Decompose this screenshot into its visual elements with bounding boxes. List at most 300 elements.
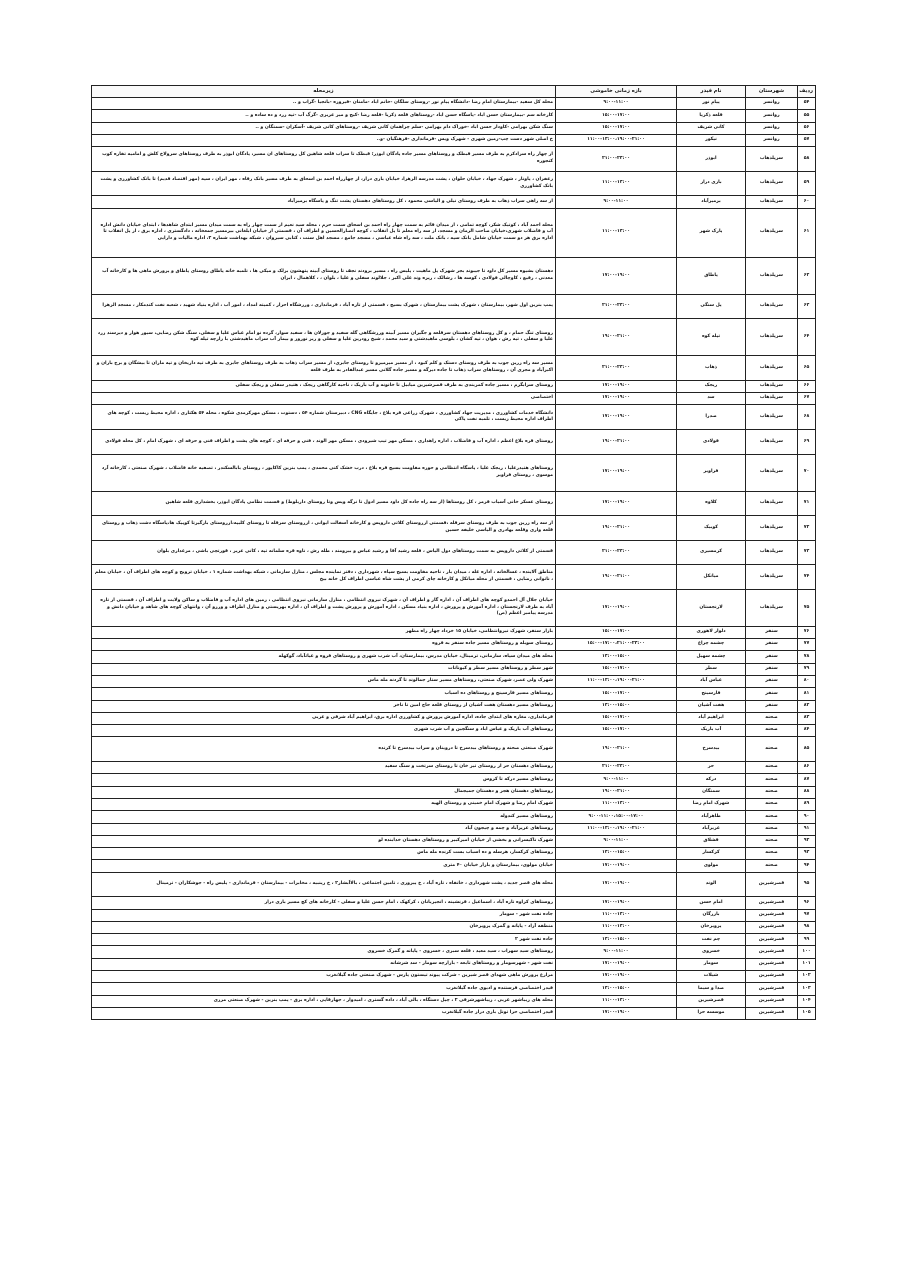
cell-feeder: ابراهیم آباد	[677, 712, 746, 724]
cell-city: سرپلذهاب	[746, 516, 798, 541]
cell-city: صحنه	[746, 823, 798, 835]
cell-subarea: مسیر سه راه زرین جوب به طرف روستای دستک و کلم کبود ، از مسیر میرمیرو تا روستای جابری، از مسیر سراب ذهاب به طرف روستاهای جابری به طرف تپه داریخان و تپه ماران تا بیشگان و برج باران و اکبرآباد و مجری آن ، روستاهای سراب ذهاب تا جاده دیرگه و مسیر جاده گلانی مسیر عبدالقادر به طرف قلعه	[92, 356, 556, 381]
cell-row-number: ۸۹	[798, 798, 816, 810]
cell-time-range: ۱۹:۰۰-۲۱:۰۰	[556, 737, 677, 762]
cell-city: صحنه	[746, 725, 798, 737]
cell-feeder: سد	[677, 393, 746, 405]
cell-feeder: پاطاق	[677, 257, 746, 294]
cell-row-number: ۶۶	[798, 380, 816, 392]
cell-subarea: محله های میدان سپاه، سازمانی، ترمینال، خیابان مدرس، بیمارستان، آب شرب شهری و روستاهای فروه و غیاثآباد، گوکهله	[92, 651, 556, 663]
cell-time-range: ۱۵:۰۰-۱۷:۰۰،۲۱:۰۰-۲۳:۰۰	[556, 639, 677, 651]
cell-time-range: ۱۱:۰۰-۱۳:۰۰	[556, 798, 677, 810]
table-row	[92, 860, 816, 872]
cell-feeder: بزمیرآباد	[677, 196, 746, 208]
cell-row-number: ۹۵	[798, 872, 816, 897]
cell-row-number: ۵۸	[798, 147, 816, 172]
cell-subarea: روستاهای مسیر فارسینج و روستاهای ده اسباب	[92, 688, 556, 700]
cell-city: قصرشیرین	[746, 958, 798, 970]
cell-time-range: ۲۱:۰۰-۲۳:۰۰	[556, 356, 677, 381]
cell-time-range: ۱۱:۰۰-۱۳:۰۰	[556, 995, 677, 1007]
cell-row-number: ۵۶	[798, 122, 816, 134]
cell-city: قصرشیرین	[746, 897, 798, 909]
cell-subarea: فرمانداری، مغازه های ابتدای جاده، اداره آموزش پرورش و کشاورزی اداره برق، ابراهیم آباد شرقی و غربی	[92, 712, 556, 724]
table-row	[92, 946, 816, 958]
cell-subarea: دانشگاه خدمات کشاورزی ، مدیریت جهاد کشاورزی ، شهرک زراعی قره بلاغ ، جایگاه CNG ، دبیرستان شماره ۵۴ ، دستوت ، مسکن مهرکرمدی شکوه ، محله ۵۴ هکتاری ، اداره محیط زیست ، کوچه های اطراف اداره محیط زیست ، تلمبه نفت پاکی	[92, 405, 556, 430]
cell-row-number: ۱۰۱	[798, 958, 816, 970]
header-city: شهرستان	[746, 86, 798, 98]
cell-city: سنقر	[746, 700, 798, 712]
cell-feeder: پرویزخان	[677, 921, 746, 933]
header-feeder: نام فیدر	[677, 86, 746, 98]
cell-subarea: محله های زیباشهر غربی ، زیباشهرشرقی ۲ ، چیل دستگاه ، بالی آباد ، داده گستری ، امیدوار ، جهارقاپی ، اداره برق - پمپ بنزین - شهرک صنعتی مرزی	[92, 995, 556, 1007]
cell-city: سرپلذهاب	[746, 196, 798, 208]
cell-time-range: ۱۵:۰۰-۱۷:۰۰	[556, 663, 677, 675]
header-subarea: زیرمحله	[92, 86, 556, 98]
cell-time-range: ۲۱:۰۰-۲۳:۰۰	[556, 147, 677, 172]
cell-city: سرپلذهاب	[746, 589, 798, 626]
cell-city: قصرشیرین	[746, 921, 798, 933]
table-row	[92, 516, 816, 541]
table-row	[92, 639, 816, 651]
cell-subarea: منطقه آزاد - پایانه و گمرک پرویزخان	[92, 921, 556, 933]
cell-feeder: پل سنگی	[677, 294, 746, 319]
cell-city: قصرشیرین	[746, 909, 798, 921]
cell-row-number: ۷۲	[798, 516, 816, 541]
cell-city: روانسر	[746, 122, 798, 134]
cell-feeder: طاهرآباد	[677, 811, 746, 823]
cell-city: صحنه	[746, 860, 798, 872]
cell-subarea: خیابان جلال آل احمدو کوچه های اطراف آن ، اداره گاز و اطراف آن ، شهرک نیروی انتظامی ، منازل سازمانی نیروی انتظامی ، زمین های اداره آب و فاضلاب و ساکن ولایت و اطراف آن ، قسمتی از تازه آباد به طرف لارنجستان ، اداره آموزش و پرورش ، اداره بنیاد مسکن ، اداره آموزش و پرورش پشت و اطراف آن ، اداره بهزیستی و منازل اطراف و ورزو آن ، وانتهای کوچه های شاهد و خیابان دانش و مدرسه پیامبر اعظم (ص)	[92, 589, 556, 626]
cell-city: قصرشیرین	[746, 872, 798, 897]
cell-subarea: جاده نفت شهر - سومار	[92, 909, 556, 921]
cell-time-range: ۹:۰۰-۱۱:۰۰	[556, 98, 677, 110]
cell-subarea: روستای سرابگرم ، مسیر جاده کمربندی به طرف قصرشیرین میابیل تا خانونه و آب باریک ، ناحیه کارگاهی ریجک ، هتیدر سفلی و ریجک سفلی	[92, 380, 556, 392]
cell-time-range: ۱۷:۰۰-۱۹:۰۰	[556, 454, 677, 491]
cell-feeder: مولوی	[677, 860, 746, 872]
cell-row-number: ۶۰	[798, 196, 816, 208]
table-row	[92, 98, 816, 110]
cell-time-range: ۱۷:۰۰-۱۹:۰۰	[556, 860, 677, 872]
cell-feeder: کرکسار	[677, 848, 746, 860]
table-row	[92, 762, 816, 774]
cell-row-number: ۱۰۴	[798, 995, 816, 1007]
table-row	[92, 958, 816, 970]
table-header-row	[92, 86, 816, 98]
cell-time-range: ۱۹:۰۰-۲۱:۰۰	[556, 430, 677, 455]
cell-time-range: ۱۵:۰۰-۱۷:۰۰	[556, 688, 677, 700]
table-row	[92, 380, 816, 392]
cell-feeder: سطر	[677, 663, 746, 675]
table-row	[92, 110, 816, 122]
cell-subarea: شهر سطر و روستاهای مسیر سطر و کیوناتات	[92, 663, 556, 675]
cell-time-range: ۱۱:۰۰-۱۳:۰۰	[556, 208, 677, 257]
cell-feeder: درکه	[677, 774, 746, 786]
cell-subarea: روستاهای کراوه تازه آباد ، اسماعیل ، قرنشینه ، انجیربانان ، کرکهک ، امام حسن علیا و سفلی - کارخانه های کچ مسیر بازی دراز	[92, 897, 556, 909]
cell-row-number: ۷۱	[798, 491, 816, 516]
cell-feeder: قشلاق	[677, 835, 746, 847]
table-row	[92, 823, 816, 835]
table-row	[92, 122, 816, 134]
cell-row-number: ۵۷	[798, 134, 816, 146]
cell-feeder: کوبیک	[677, 516, 746, 541]
cell-subarea: نفت شهر - شهرسومار و روستاهای تابعه - بازارچه سومار - سد شرشانه	[92, 958, 556, 970]
cell-city: سرپلذهاب	[746, 454, 798, 491]
table-row	[92, 688, 816, 700]
cell-row-number: ۹۰	[798, 811, 816, 823]
table-row	[92, 405, 816, 430]
cell-time-range: ۱۹:۰۰-۲۱:۰۰	[556, 786, 677, 798]
table-row	[92, 319, 816, 356]
outage-schedule-sheet	[91, 85, 815, 1020]
cell-row-number: ۷۳	[798, 540, 816, 565]
cell-city: سرپلذهاب	[746, 393, 798, 405]
cell-time-range: ۱۷:۰۰-۱۹:۰۰	[556, 1007, 677, 1019]
cell-time-range: ۱۷:۰۰-۱۹:۰۰	[556, 897, 677, 909]
cell-subarea: سنگ شکن بهرامی -کاودار حسن اباد -خوراک دام بهرامی -سلم چراهمان کانی شریف -روستاهای کانی شریف -آسکران -سمنگان و ..	[92, 122, 556, 134]
cell-feeder: بازرگان	[677, 909, 746, 921]
table-row	[92, 835, 816, 847]
cell-subarea: مناطق آلاینده ، عسالخانه ، اداره غله ، میدان بار ، ناحیه مقاومت بسیج سپاه ، شهرداری ، دفتر نماینده مجلس ، منازل سازمانی ، شبکه بهداشت شماره ۱ ، خیابان ترویج و کوچه های اطراف آن ، خیابان معلم ، ناتوانی رضایی ، قسمتی از محله میانکل و کارخانه چای کرمی از پشت شاه عباسی اطراف کل خانه بیخ	[92, 565, 556, 590]
table-row	[92, 675, 816, 687]
cell-feeder: نیکور	[677, 134, 746, 146]
table-row	[92, 196, 816, 208]
table-row	[92, 626, 816, 638]
header-row-number: ردیف	[798, 86, 816, 98]
cell-city: صحنه	[746, 798, 798, 810]
cell-row-number: ۸۰	[798, 675, 816, 687]
cell-row-number: ۸۸	[798, 786, 816, 798]
cell-city: صحنه	[746, 774, 798, 786]
cell-row-number: ۱۰۵	[798, 1007, 816, 1019]
table-row	[92, 786, 816, 798]
cell-time-range: ۱۱:۰۰-۱۳:۰۰،۱۹:۰۰-۲۱:۰۰	[556, 134, 677, 146]
cell-city: سرپلذهاب	[746, 430, 798, 455]
cell-row-number: ۶۴	[798, 319, 816, 356]
cell-feeder: هفت آشیان	[677, 700, 746, 712]
cell-city: سرپلذهاب	[746, 565, 798, 590]
cell-row-number: ۸۴	[798, 725, 816, 737]
cell-subarea: از چهار راه سرادکرم به طرف مسیر قبطک و روستاهای مسیر جاده پادگان ابوذر؛ قبطک تا سراب قلعه شاهین کل روستاهای ان مسیر، پادگان ابوذر به طرف روستاهای سرولاخ کلش و امامیه تقاره کوب کنجوره	[92, 147, 556, 172]
cell-time-range: ۱۱:۰۰-۱۳:۰۰	[556, 909, 677, 921]
cell-row-number: ۹۷	[798, 909, 816, 921]
cell-city: سرپلذهاب	[746, 405, 798, 430]
cell-feeder: تپله کوه	[677, 319, 746, 356]
cell-row-number: ۹۳	[798, 848, 816, 860]
header-time-range: بازه زمانی خاموشی	[556, 86, 677, 98]
cell-subarea: خیابان مولوی، بیمارستان و بازار خیابان ۴۰ متری	[92, 860, 556, 872]
table-row	[92, 454, 816, 491]
cell-subarea: روستاهای کرکسار، هرسله و ده اسباب بست کرنده مله ماس	[92, 848, 556, 860]
cell-subarea: روستای قره بلاغ اعظم ، اداره آب و فاضلاب ، اداره راهداری ، مسکن مهر تیپ شیرودی ، مسکن مهر الوند ، فنی و حرفه ای ، کوچه های پشت و اطراف فنی و حرفه ای ، شهرک امام ، کل محله فولادی	[92, 430, 556, 455]
cell-row-number: ۸۷	[798, 774, 816, 786]
table-row	[92, 897, 816, 909]
cell-city: سرپلذهاب	[746, 380, 798, 392]
cell-feeder: پیام نور	[677, 98, 746, 110]
cell-row-number: ۸۱	[798, 688, 816, 700]
cell-time-range: ۱۷:۰۰-۱۹:۰۰	[556, 257, 677, 294]
cell-time-range: ۹:۰۰-۱۱:۰۰	[556, 774, 677, 786]
cell-city: روانسر	[746, 98, 798, 110]
cell-city: سرپلذهاب	[746, 147, 798, 172]
cell-time-range: ۱۱:۰۰-۱۳:۰۰،۱۹:۰۰-۲۱:۰۰	[556, 823, 677, 835]
cell-subarea: روستاهای سید سهراب ، سید معید ، قلعه سبزی ، خسروی - پایانه و گمرک خسروی	[92, 946, 556, 958]
cell-time-range: ۱۵:۰۰-۱۷:۰۰	[556, 110, 677, 122]
cell-city: سنقر	[746, 626, 798, 638]
cell-time-range: ۱۵:۰۰-۱۷:۰۰	[556, 725, 677, 737]
cell-time-range: ۱۳:۰۰-۱۵:۰۰	[556, 934, 677, 946]
cell-feeder: فولادی	[677, 430, 746, 455]
cell-subarea: پمپ بنزین اول شهر، بیمارستان ، شهرک پشت بیمارستان ، شهرک بسیج ، قسمتی از تازه آباد ، فرمانداری ، ورزشگاه احرار ، کمیته امداد ، امور آب ، اداره بنیاد شهید ، شعبه نفت کندمکاز ، مسجد الزهرا	[92, 294, 556, 319]
cell-feeder: کلاوه	[677, 491, 746, 516]
cell-city: سنقر	[746, 688, 798, 700]
cell-feeder: شهرک امام رضا	[677, 798, 746, 810]
cell-subarea: کارخانه سم -بیمارستان حسن اباد -پاسگاه حسن اباد -روستاهای قلعه ذکریا -قلعه رضا -کیج و میر عزیزی -گرگ آب -تپه زرد و ده ساده و ..	[92, 110, 556, 122]
cell-subarea: اختصاصی	[92, 393, 556, 405]
table-row	[92, 356, 816, 381]
table-row	[92, 798, 816, 810]
cell-subarea: روستای عسکر خانی آسیاب قرمز ، کل روستاها (از سه راه جاده کل داود مسیر ادول تا نرگه ویس وتا روستای داربلوط) و قسمت نظامی پادگان ابوذر، بخشداری قلعه شاهین	[92, 491, 556, 516]
cell-time-range: ۱۵:۰۰-۱۷:۰۰	[556, 122, 677, 134]
cell-subarea: جاده نفت شهر ۲	[92, 934, 556, 946]
table-row	[92, 712, 816, 724]
cell-subarea: روستای سوبله و روستاهای مسیر جاده سنقر به فروه	[92, 639, 556, 651]
cell-row-number: ۹۱	[798, 823, 816, 835]
cell-time-range: ۱۷:۰۰-۱۹:۰۰	[556, 589, 677, 626]
cell-subarea: روستاهای مسیر کندوله	[92, 811, 556, 823]
cell-time-range: ۱۹:۰۰-۲۱:۰۰	[556, 319, 677, 356]
cell-row-number: ۱۰۰	[798, 946, 816, 958]
cell-time-range: ۲۱:۰۰-۲۳:۰۰	[556, 294, 677, 319]
cell-feeder: میانکل	[677, 565, 746, 590]
cell-subarea: از سه راه زرین جوب به طرف روستای سرقله ،قسمتی ازروستای کلاتی داروپس و کارخانه آسفالت ایوانی ، ازروستای سرقله تا روستای کلیپه،ازروستای بازگیرتا کوپیک ها،پاسگاه دشت ذهاب و روستای قلعه واری وقلعه بهادری و الیاسی خلیفه حسین	[92, 516, 556, 541]
cell-feeder: صدا و سیما	[677, 983, 746, 995]
cell-subarea: خ اصلی شهر دست چپ-زمین شهری - شهرک ویس -فرمانداری -فرهنگیان -و..	[92, 134, 556, 146]
table-row	[92, 257, 816, 294]
cell-row-number: ۸۵	[798, 737, 816, 762]
cell-subarea: شهرک صنعتی صحنه و روستاهای بیدسرخ تا دروینان و سراب بیدسرخ تا کرنده	[92, 737, 556, 762]
cell-subarea: از سه راهی سراب ذهاب به طرف روستای نیلی و الیاسی محمود ، کل روستاهای دهستان پشت تنگ و پاسگاه بزمیرآباد	[92, 196, 556, 208]
cell-row-number: ۹۶	[798, 897, 816, 909]
cell-city: روانسر	[746, 134, 798, 146]
table-row	[92, 848, 816, 860]
cell-feeder: صدرا	[677, 405, 746, 430]
cell-row-number: ۶۷	[798, 393, 816, 405]
cell-feeder: چشمه سهیل	[677, 651, 746, 663]
cell-subarea: مزارع پرورش ماهی شهدای قصر شیرین - شرکت پیوند تیستون پارس - شهرک صنعتی جاده گیلانغرب	[92, 971, 556, 983]
cell-time-range: ۱۵:۰۰-۱۷:۰۰	[556, 626, 677, 638]
cell-time-range: ۱۷:۰۰-۱۹:۰۰	[556, 971, 677, 983]
cell-subarea: شهرک ناکیسرانی و بخشی از خیابان امیرکبیر و روستاهای دهستان خدابنده لو	[92, 835, 556, 847]
cell-row-number: ۷۹	[798, 663, 816, 675]
table-row	[92, 921, 816, 933]
cell-feeder: عزیزآباد	[677, 823, 746, 835]
cell-city: قصرشیرین	[746, 995, 798, 1007]
cell-subarea: زعفران ، پاونار ، شهرک جهاد ، خیابان حلوان ، پشت مدرسه الزهرا، خیابان بازی دراز، از چهارراه احمد بن اسحاق به طرف مسیر بانک رفاه ، مهر ایران ، سپه (مهر اقتصاد قدیم) تا بانک کشاورزی و پشت بانک کشاورزی	[92, 171, 556, 196]
table-row	[92, 995, 816, 1007]
cell-time-range: ۲۱:۰۰-۲۳:۰۰	[556, 540, 677, 565]
cell-row-number: ۷۴	[798, 565, 816, 590]
cell-time-range: ۱۹:۰۰-۲۱:۰۰	[556, 565, 677, 590]
table-row	[92, 983, 816, 995]
cell-row-number: ۶۲	[798, 257, 816, 294]
table-row	[92, 171, 816, 196]
cell-time-range: ۱۷:۰۰-۱۹:۰۰	[556, 393, 677, 405]
cell-subarea: قسمتی از کلاتی داروپس به سمت روستاهای دول الیاس ، قلعه رشید آقا و رشید عباس و بیرومند ، طله رش ، ناوه قره سلمانه تپه ، کانی عزیز ، قورتچی باشی ، مرغداری بلوان	[92, 540, 556, 565]
cell-city: روانسر	[746, 110, 798, 122]
cell-feeder: لارنجستان	[677, 589, 746, 626]
cell-feeder: فراویز	[677, 454, 746, 491]
cell-feeder: کانی شریف	[677, 122, 746, 134]
cell-subarea: روستاهای دهستان هجر و دهستان جمیجمال	[92, 786, 556, 798]
cell-row-number: ۶۹	[798, 430, 816, 455]
table-row	[92, 774, 816, 786]
table-row	[92, 700, 816, 712]
table-row	[92, 134, 816, 146]
cell-time-range: ۹:۰۰-۱۱:۰۰،۱۵:۰۰-۱۷:۰۰	[556, 811, 677, 823]
table-row	[92, 208, 816, 257]
cell-feeder: آب باریک	[677, 725, 746, 737]
cell-city: سرپلذهاب	[746, 171, 798, 196]
cell-subarea: روستاهای هتیدرعلیا ، ریجک علیا ، پاسگاه انتظامی و حوزه مقاومت بسیج قره بلاغ ، درب خشک کنی محمدی ، پمپ بنزین کاکاپور ، روستای بابالسکندر ، تصفیه خانه فاضلاب ، شهرک صنعتی ، کارخانه آرد موسوی ، روستای فراویز	[92, 454, 556, 491]
cell-time-range: ۹:۰۰-۱۱:۰۰	[556, 835, 677, 847]
cell-subarea: شهرک امام رضا و شهرک امام خمینی و روستای الهیه	[92, 798, 556, 810]
cell-subarea: محله کل سفید -بیمارستان امام رضا -دانشگاه پیام نور -روستای سلگان -خانم اباد -مامنان -فیروزه -بانجیا -گراب و ..	[92, 98, 556, 110]
cell-feeder: فارسینج	[677, 688, 746, 700]
cell-feeder: امام حسن	[677, 897, 746, 909]
cell-feeder: ریجک	[677, 380, 746, 392]
cell-city: سرپلذهاب	[746, 491, 798, 516]
cell-subarea: دهستان بشیوه مسیر کل داود تا جیبوند بجز شهرک پل ماهیت ، پلیس راه ، مسیر بزودند نجف تا روستای آبینه پتهشون بزلک و میکی ها ، تلمبه خانه پاطاق روستای پاطاق و پرورش ماهی ها و کارخانه آب معدنی ، رفیع ، کاوچالی فولادی ، کوسه ها ، رشالک ، ریزه وند علی اکبر ، جلالوند سفلی و علیا ، بلوان ، ، کلاهمال ، ایران	[92, 257, 556, 294]
cell-row-number: ۶۸	[798, 405, 816, 430]
cell-subarea: روستاهای عزیزآباد و چمه و چیجون آباد	[92, 823, 556, 835]
cell-row-number: ۷۷	[798, 639, 816, 651]
cell-subarea: روستاهای دهستان حر از روستای تیر خان تا روستای سرتخت و سنگ سفید	[92, 762, 556, 774]
cell-city: صحنه	[746, 712, 798, 724]
cell-time-range: ۱۳:۰۰-۱۵:۰۰	[556, 700, 677, 712]
cell-city: قصرشیرین	[746, 1007, 798, 1019]
cell-city: سرپلذهاب	[746, 208, 798, 257]
cell-row-number: ۹۲	[798, 835, 816, 847]
cell-city: سرپلذهاب	[746, 356, 798, 381]
cell-feeder: پارک شهر	[677, 208, 746, 257]
cell-city: سنقر	[746, 663, 798, 675]
cell-feeder: سمنگان	[677, 786, 746, 798]
table-row	[92, 565, 816, 590]
cell-city: سرپلذهاب	[746, 319, 798, 356]
cell-city: صحنه	[746, 737, 798, 762]
cell-time-range: ۱۷:۰۰-۱۹:۰۰	[556, 958, 677, 970]
cell-time-range: ۱۱:۰۰-۱۳:۰۰	[556, 171, 677, 196]
cell-row-number: ۱۰۳	[798, 983, 816, 995]
cell-city: سنقر	[746, 639, 798, 651]
table-row	[92, 651, 816, 663]
table-body	[92, 98, 816, 1020]
cell-feeder: چم نفت	[677, 934, 746, 946]
cell-city: صحنه	[746, 786, 798, 798]
cell-city: قصرشیرین	[746, 983, 798, 995]
cell-time-range: ۹:۰۰-۱۱:۰۰	[556, 946, 677, 958]
cell-city: سرپلذهاب	[746, 257, 798, 294]
table-row	[92, 147, 816, 172]
table-row	[92, 589, 816, 626]
table-row	[92, 393, 816, 405]
table-row	[92, 811, 816, 823]
table-row	[92, 540, 816, 565]
cell-feeder: دلوار لاهوری	[677, 626, 746, 638]
cell-row-number: ۸۳	[798, 712, 816, 724]
cell-city: سنقر	[746, 651, 798, 663]
cell-feeder: شیلات	[677, 971, 746, 983]
cell-row-number: ۵۵	[798, 110, 816, 122]
cell-subarea: محله احمد آباد ، کوتیک شکر، کوچه تمامی ، از میدان قائم به سمت چهار راه احمد بن اسحاق سمت حرم ، محله سید نعیم از سمت چهار راه به سمت میدان مسیر ابتدای شاهدها ، ابتدای خیابان دانش اداره آب و فاضلاب شهری،خیابان صاحب الزمان و مسجد، از سه راه معلم تا پل انقلاب ، کوچه انصارالحسین و اطراف آن ، قسمتی از خیابان ابلغانی بیرمسیر جمعخانه ، دادگستری ، اداره برق ، از پل انقلاب تا اداره برق هر دو سمت خیابان شامل بانک سپه ، بانک ملت ، سه راه شاه عباسی ، مسجد جامع ، مسجد اهل سنت ، کتابی سیروان ، شبکه بهداشت شماره ۲، اداره مالیات و دارایی	[92, 208, 556, 257]
cell-feeder: قلعه ذکریا	[677, 110, 746, 122]
cell-city: قصرشیرین	[746, 934, 798, 946]
cell-subarea: روستاهای آب باریک و عباس اباد و سنگچین و آب شرب شهری	[92, 725, 556, 737]
cell-city: سرپلذهاب	[746, 294, 798, 319]
cell-subarea: روستاهای مسیر دهستان هفت آشیان از روستای قلعه حاج امین تا ناخر	[92, 700, 556, 712]
cell-row-number: ۹۹	[798, 934, 816, 946]
table-row	[92, 872, 816, 897]
cell-time-range: ۱۱:۰۰-۱۳:۰۰،۱۹:۰۰-۲۱:۰۰	[556, 675, 677, 687]
cell-time-range: ۱۳:۰۰-۱۵:۰۰	[556, 983, 677, 995]
cell-time-range: ۱۷:۰۰-۱۹:۰۰	[556, 872, 677, 897]
cell-row-number: ۹۴	[798, 860, 816, 872]
cell-time-range: ۱۷:۰۰-۱۹:۰۰	[556, 405, 677, 430]
cell-city: قصرشیرین	[746, 971, 798, 983]
cell-feeder: بیدسرخ	[677, 737, 746, 762]
cell-city: صحنه	[746, 835, 798, 847]
cell-row-number: ۷۸	[798, 651, 816, 663]
cell-feeder: چشمه چراغ	[677, 639, 746, 651]
cell-time-range: ۱۷:۰۰-۱۹:۰۰	[556, 380, 677, 392]
cell-row-number: ۶۱	[798, 208, 816, 257]
cell-feeder: ابوذر	[677, 147, 746, 172]
outage-schedule-table	[91, 85, 816, 1020]
cell-subarea: فیدر اختصاصی حرا تونل بازی دراز جاده گیلانغرب	[92, 1007, 556, 1019]
cell-subarea: بازار سنقر، شهرک نیروانتظامی، خیابان ۱۵ خرداد چهار راه مطهر	[92, 626, 556, 638]
cell-time-range: ۱۵:۰۰-۱۷:۰۰	[556, 712, 677, 724]
cell-row-number: ۶۵	[798, 356, 816, 381]
cell-feeder: ذهاب	[677, 356, 746, 381]
table-row	[92, 294, 816, 319]
cell-row-number: ۹۸	[798, 921, 816, 933]
cell-row-number: ۷۶	[798, 626, 816, 638]
cell-feeder: کرمسیری	[677, 540, 746, 565]
cell-feeder: الوند	[677, 872, 746, 897]
cell-row-number: ۵۴	[798, 98, 816, 110]
cell-row-number: ۷۵	[798, 589, 816, 626]
cell-city: سرپلذهاب	[746, 540, 798, 565]
table-row	[92, 725, 816, 737]
cell-row-number: ۱۰۲	[798, 971, 816, 983]
cell-subarea: محله های قصر جدید ، پشت شهرداری ، خانقاه ، تازه آباد ، خ پیروزی ، تامین اجتماعی ، بالاآبشار۲ ، خ زینبیه ، مخابرات - بیمارستان - فرمانداری - پلیس راه - جوشکاران - ترمینال	[92, 872, 556, 897]
cell-city: صحنه	[746, 848, 798, 860]
table-row	[92, 491, 816, 516]
cell-row-number: ۷۰	[798, 454, 816, 491]
cell-feeder: خسروی	[677, 946, 746, 958]
cell-row-number: ۸۶	[798, 762, 816, 774]
cell-city: قصرشیرین	[746, 946, 798, 958]
cell-city: صحنه	[746, 811, 798, 823]
table-row	[92, 1007, 816, 1019]
table-row	[92, 430, 816, 455]
table-row	[92, 737, 816, 762]
cell-time-range: ۲۱:۰۰-۲۳:۰۰	[556, 762, 677, 774]
cell-time-range: ۱۱:۰۰-۱۳:۰۰	[556, 921, 677, 933]
cell-feeder: موسسه حرا	[677, 1007, 746, 1019]
cell-time-range: ۱۹:۰۰-۲۱:۰۰	[556, 516, 677, 541]
cell-feeder: عباس آباد	[677, 675, 746, 687]
